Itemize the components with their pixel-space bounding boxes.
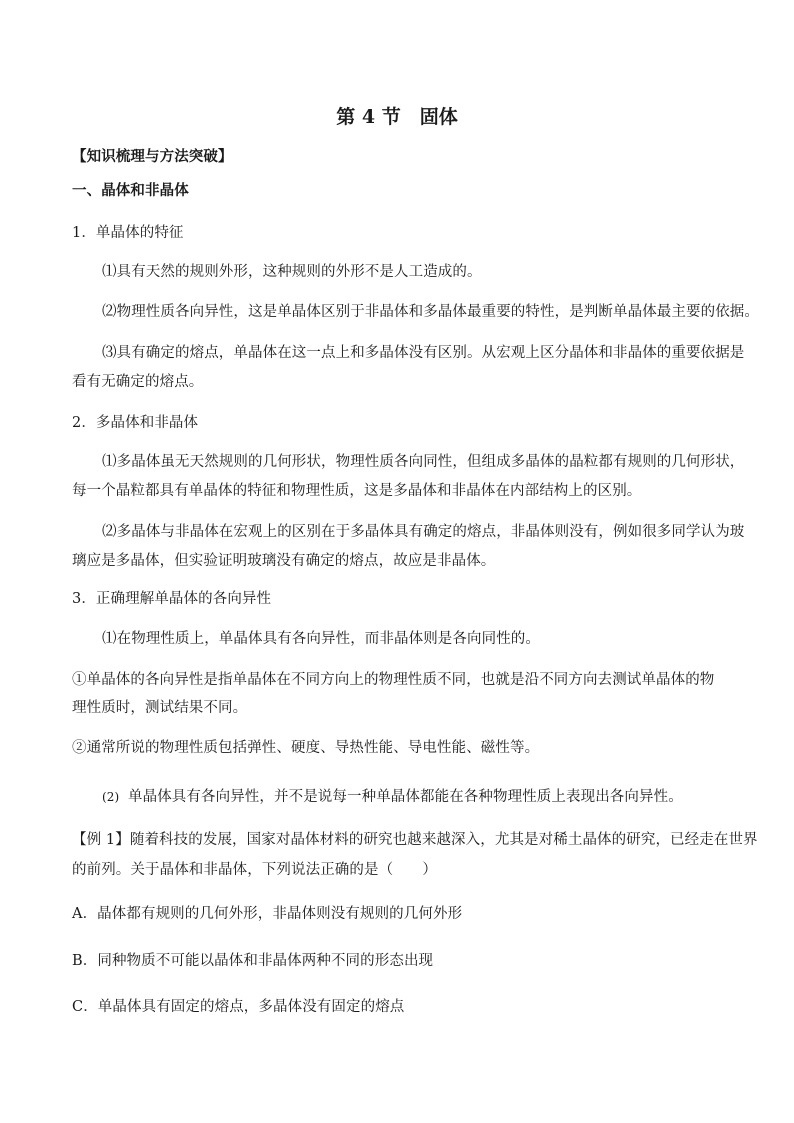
option-b: B．同种物质不可能以晶体和非晶体两种不同的形态出现 [72, 953, 434, 969]
item1-paragraph-3-line1: ⑶具有确定的熔点，单晶体在这一点上和多晶体没有区别。从宏观上区分晶体和非晶体的重要依据是 [102, 345, 745, 361]
item2-paragraph-1-line1: ⑴多晶体虽无天然规则的几何形状，物理性质各向同性，但组成多晶体的晶粒都有规则的几何形状， [102, 454, 745, 470]
item1-paragraph-3-line2: 看有无确定的熔点。 [72, 374, 204, 390]
page-title: 第 4 节 固体 [336, 106, 458, 128]
example-line1 [72, 829, 758, 851]
example-question-line1: 随着科技的发展，国家对晶体材料的研究也越来越深入，尤其是对稀土晶体的研究，已经走在世界 [129, 832, 758, 848]
option-c: C．单晶体具有固定的熔点，多晶体没有固定的熔点 [72, 999, 405, 1015]
item3-paragraph-2 [102, 786, 683, 808]
option-a: A．晶体都有规则的几何外形，非晶体则没有规则的几何外形 [72, 906, 463, 922]
item3-paragraph-2-text: 单晶体具有各向异性，并不是说每一种单晶体都能在各种物理性质上表现出各向异性。 [128, 789, 683, 805]
item2-paragraph-1-line2: 每一个晶粒都具有单晶体的特征和物理性质，这是多晶体和非晶体在内部结构上的区别。 [72, 483, 642, 499]
item3-point-2: ②通常所说的物理性质包括弹性、硬度、导热性能、导电性能、磁性等。 [72, 740, 540, 756]
section-header: 【知识梳理与方法突破】 [72, 148, 233, 165]
item1-paragraph-1: ⑴具有天然的规则外形，这种规则的外形不是人工造成的。 [102, 264, 482, 280]
part1-heading: 一、晶体和非晶体 [72, 182, 189, 199]
example-label: 【例 1】 [72, 832, 130, 848]
item3-heading: 3．正确理解单晶体的各向异性 [72, 591, 272, 607]
item2-paragraph-2-line1: ⑵多晶体与非晶体在宏观上的区别在于多晶体具有确定的熔点，非晶体则没有，例如很多同学认为玻 [102, 524, 745, 540]
item3-point-1-line1: ①单晶体的各向异性是指单晶体在不同方向上的物理性质不同，也就是沿不同方向去测试单晶体的物 [72, 672, 715, 688]
item3-paragraph-2-number: (2) [102, 790, 120, 804]
item3-point-1-line2: 理性质时，测试结果不同。 [72, 700, 248, 716]
item2-paragraph-2-line2: 璃应是多晶体，但实验证明玻璃没有确定的熔点，故应是非晶体。 [72, 553, 496, 569]
item2-heading: 2．多晶体和非晶体 [72, 415, 199, 431]
item1-paragraph-2: ⑵物理性质各向异性，这是单晶体区别于非晶体和多晶体最重要的特性，是判断单晶体最主要的依据。 [102, 304, 759, 320]
example-question-line2: 的前列。关于晶体和非晶体，下列说法正确的是（ ） [72, 862, 437, 878]
item3-paragraph-1: ⑴在物理性质上，单晶体具有各向异性，而非晶体则是各向同性的。 [102, 631, 540, 647]
item1-heading: 1．单晶体的特征 [72, 225, 184, 241]
